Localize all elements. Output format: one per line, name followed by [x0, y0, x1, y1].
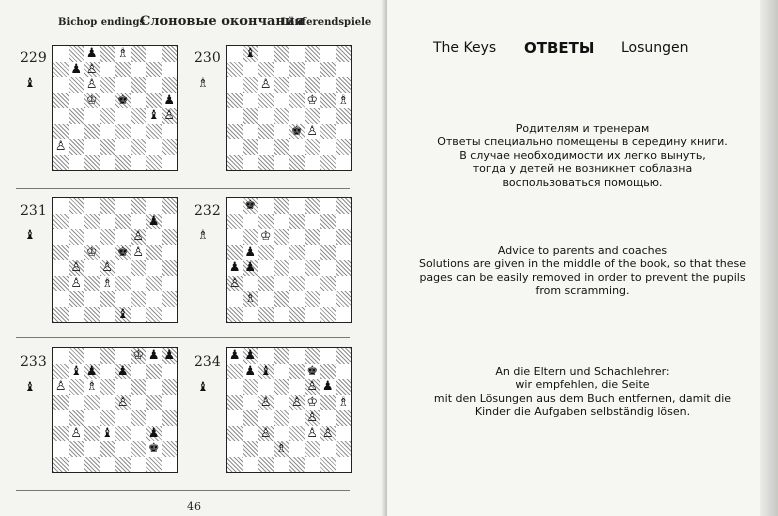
chess-piece: ♝: [259, 363, 272, 379]
light-square: [69, 457, 85, 473]
light-square: [274, 214, 290, 230]
light-square: [69, 214, 85, 230]
chess-piece: ♙: [228, 275, 241, 291]
light-square: [146, 46, 162, 62]
section-heading: An die Eltern und Schachlehrer:: [495, 365, 670, 378]
light-square: [243, 457, 259, 473]
side-to-move-icon: ♝: [24, 228, 36, 243]
side-to-move-icon: ♝: [24, 76, 36, 91]
light-square: [274, 276, 290, 292]
light-square: [289, 229, 305, 245]
section-line: wir empfehlen, die Seite: [515, 378, 650, 391]
section-line: В случае необходимости их легко вынуть,: [459, 148, 706, 162]
section-line: Ответы специально помещены в середину книги.: [437, 135, 728, 148]
light-square: [131, 426, 147, 442]
chess-piece: ♔: [85, 244, 98, 260]
puzzle-number: 234: [194, 354, 221, 370]
chess-board: [226, 347, 352, 473]
chess-piece: ♙: [259, 394, 272, 410]
light-square: [243, 276, 259, 292]
light-square: [115, 139, 131, 155]
chess-piece: ♟: [147, 213, 160, 229]
light-square: [274, 426, 290, 442]
light-square: [289, 291, 305, 307]
chess-piece: ♙: [85, 77, 98, 92]
chess-piece: ♗: [85, 379, 98, 394]
chess-piece: ♚: [290, 123, 303, 139]
light-square: [146, 291, 162, 307]
light-square: [258, 379, 274, 395]
light-square: [227, 229, 243, 245]
chess-piece: ♟: [244, 348, 257, 363]
light-square: [274, 364, 290, 380]
light-square: [115, 77, 131, 93]
light-square: [100, 307, 116, 323]
light-square: [53, 260, 69, 276]
light-square: [305, 245, 321, 261]
chess-piece: ♟: [228, 260, 241, 275]
light-square: [84, 348, 100, 364]
light-square: [115, 291, 131, 307]
light-square: [131, 307, 147, 323]
chess-piece: ♝: [147, 108, 160, 123]
light-square: [131, 364, 147, 380]
section-line: тогда у детей не возникнет соблазна: [472, 162, 693, 175]
chess-piece: ♟: [70, 61, 83, 77]
light-square: [243, 124, 259, 140]
chess-board: [52, 347, 178, 473]
light-square: [227, 291, 243, 307]
light-square: [258, 410, 274, 426]
light-square: [227, 198, 243, 214]
light-square: [53, 198, 69, 214]
light-square: [115, 410, 131, 426]
light-square: [146, 260, 162, 276]
section-english: [387, 244, 778, 298]
light-square: [320, 348, 336, 364]
light-square: [274, 395, 290, 411]
header-english: Bichop endings: [58, 17, 146, 28]
light-square: [258, 198, 274, 214]
light-square: [162, 364, 178, 380]
light-square: [227, 46, 243, 62]
light-square: [100, 364, 116, 380]
light-square: [243, 155, 259, 171]
light-square: [274, 307, 290, 323]
light-square: [162, 155, 178, 171]
chess-piece: ♝: [70, 363, 83, 379]
light-square: [289, 46, 305, 62]
light-square: [100, 93, 116, 109]
light-square: [131, 395, 147, 411]
chess-piece: ♙: [101, 260, 114, 275]
side-to-move-icon: ♝: [197, 380, 209, 395]
light-square: [258, 46, 274, 62]
light-square: [243, 426, 259, 442]
chess-piece: ♟: [163, 348, 176, 363]
light-square: [53, 229, 69, 245]
left-page: [0, 0, 387, 516]
light-square: [289, 348, 305, 364]
light-square: [100, 155, 116, 171]
chess-piece: ♗: [275, 441, 288, 456]
light-square: [305, 214, 321, 230]
light-square: [289, 260, 305, 276]
light-square: [131, 62, 147, 78]
light-square: [146, 139, 162, 155]
light-square: [146, 77, 162, 93]
light-square: [115, 441, 131, 457]
light-square: [53, 46, 69, 62]
chess-piece: ♟: [147, 425, 160, 441]
light-square: [320, 229, 336, 245]
light-square: [274, 457, 290, 473]
section-line: mit den Lösungen aus dem Buch entfernen, damit die: [433, 391, 732, 405]
light-square: [162, 276, 178, 292]
light-square: [53, 77, 69, 93]
chess-piece: ♟: [228, 348, 241, 363]
chess-piece: ♚: [244, 198, 257, 213]
header-russian: Слоновые окончания: [140, 14, 305, 29]
chess-piece: ♗: [337, 92, 350, 108]
light-square: [162, 395, 178, 411]
light-square: [320, 441, 336, 457]
light-square: [289, 77, 305, 93]
light-square: [227, 108, 243, 124]
light-square: [243, 62, 259, 78]
light-square: [100, 457, 116, 473]
chess-piece: ♙: [290, 394, 303, 410]
chess-piece: ♙: [259, 425, 272, 441]
chess-piece: ♚: [147, 441, 160, 456]
light-square: [258, 139, 274, 155]
light-square: [162, 124, 178, 140]
chess-board: [52, 197, 178, 323]
side-to-move-icon: ♗: [197, 76, 209, 91]
light-square: [162, 62, 178, 78]
light-square: [162, 426, 178, 442]
light-square: [162, 245, 178, 261]
title-russian: ОТВЕТЫ: [524, 39, 595, 57]
light-square: [227, 139, 243, 155]
divider: [16, 337, 350, 338]
light-square: [258, 348, 274, 364]
light-square: [289, 379, 305, 395]
light-square: [131, 214, 147, 230]
divider: [16, 188, 350, 189]
light-square: [100, 62, 116, 78]
light-square: [320, 139, 336, 155]
light-square: [227, 410, 243, 426]
page-edge: [760, 0, 778, 516]
light-square: [53, 291, 69, 307]
light-square: [320, 410, 336, 426]
chess-piece: ♙: [306, 123, 319, 139]
chess-piece: ♙: [321, 425, 334, 441]
chess-piece: ♙: [116, 394, 129, 410]
light-square: [53, 348, 69, 364]
chess-piece: ♙: [54, 139, 67, 154]
light-square: [227, 441, 243, 457]
page-number: 46: [187, 500, 201, 513]
light-square: [69, 395, 85, 411]
chess-piece: ♙: [70, 260, 83, 275]
chess-piece: ♙: [70, 425, 83, 441]
light-square: [336, 364, 352, 380]
light-square: [289, 108, 305, 124]
light-square: [320, 198, 336, 214]
chess-piece: ♙: [306, 410, 319, 425]
section-heading: Advice to parents and coaches: [497, 244, 668, 257]
chess-board: [226, 45, 352, 171]
chess-board: [52, 45, 178, 171]
light-square: [305, 62, 321, 78]
light-square: [115, 108, 131, 124]
puzzle-number: 230: [194, 50, 221, 66]
light-square: [289, 441, 305, 457]
light-square: [84, 291, 100, 307]
light-square: [69, 93, 85, 109]
side-to-move-icon: ♝: [24, 380, 36, 395]
chess-piece: ♔: [306, 394, 319, 410]
light-square: [336, 307, 352, 323]
section-heading: Родителям и тренерам: [515, 122, 650, 135]
chess-piece: ♙: [85, 61, 98, 77]
light-square: [100, 214, 116, 230]
section-line: from scramming.: [535, 284, 630, 297]
light-square: [258, 441, 274, 457]
light-square: [69, 124, 85, 140]
chess-piece: ♙: [70, 275, 83, 291]
light-square: [69, 155, 85, 171]
chess-piece: ♔: [306, 92, 319, 108]
light-square: [320, 291, 336, 307]
chess-piece: ♟: [244, 363, 257, 379]
chess-piece: ♝: [244, 46, 257, 61]
chess-piece: ♔: [259, 229, 272, 244]
light-square: [100, 245, 116, 261]
light-square: [320, 260, 336, 276]
puzzle-number: 232: [194, 203, 221, 219]
light-square: [115, 198, 131, 214]
light-square: [53, 410, 69, 426]
light-square: [69, 307, 85, 323]
chess-piece: ♟: [244, 244, 257, 260]
light-square: [289, 410, 305, 426]
light-square: [289, 198, 305, 214]
chess-piece: ♙: [54, 379, 67, 394]
chess-piece: ♚: [116, 244, 129, 260]
light-square: [69, 245, 85, 261]
light-square: [336, 124, 352, 140]
chess-piece: ♟: [147, 348, 160, 363]
light-square: [274, 155, 290, 171]
right-page: [387, 0, 778, 516]
chess-piece: ♙: [163, 108, 176, 123]
light-square: [336, 457, 352, 473]
puzzle-number: 231: [20, 203, 47, 219]
light-square: [227, 77, 243, 93]
light-square: [53, 441, 69, 457]
light-square: [258, 108, 274, 124]
light-square: [274, 93, 290, 109]
light-square: [305, 276, 321, 292]
side-to-move-icon: ♗: [197, 228, 209, 243]
light-square: [320, 46, 336, 62]
light-square: [305, 457, 321, 473]
light-square: [115, 379, 131, 395]
light-square: [320, 77, 336, 93]
light-square: [274, 124, 290, 140]
light-square: [258, 260, 274, 276]
chess-piece: ♟: [116, 363, 129, 379]
light-square: [84, 198, 100, 214]
light-square: [84, 260, 100, 276]
light-square: [243, 395, 259, 411]
light-square: [131, 124, 147, 140]
section-line: Solutions are given in the middle of the book, so that these: [418, 257, 747, 270]
chess-piece: ♟: [85, 46, 98, 61]
section-line: Kinder die Aufgaben selbständig lösen.: [474, 405, 691, 418]
chess-piece: ♗: [337, 394, 350, 410]
light-square: [162, 457, 178, 473]
light-square: [84, 139, 100, 155]
light-square: [84, 229, 100, 245]
light-square: [274, 62, 290, 78]
chess-piece: ♙: [132, 229, 145, 244]
light-square: [84, 441, 100, 457]
chess-board: [226, 197, 352, 323]
light-square: [131, 276, 147, 292]
header-german: Läuferendspiele: [281, 17, 372, 28]
light-square: [131, 93, 147, 109]
light-square: [131, 457, 147, 473]
light-square: [115, 229, 131, 245]
light-square: [162, 214, 178, 230]
light-square: [115, 260, 131, 276]
chess-piece: ♟: [244, 260, 257, 275]
light-square: [336, 214, 352, 230]
light-square: [336, 245, 352, 261]
chess-piece: ♝: [116, 306, 129, 322]
light-square: [243, 307, 259, 323]
light-square: [274, 245, 290, 261]
light-square: [131, 155, 147, 171]
section-russian: [387, 122, 778, 189]
light-square: [100, 124, 116, 140]
chess-piece: ♝: [101, 425, 114, 441]
chess-piece: ♟: [163, 92, 176, 108]
light-square: [115, 348, 131, 364]
chess-piece: ♗: [244, 291, 257, 306]
chess-piece: ♗: [101, 275, 114, 291]
divider: [16, 490, 350, 491]
section-german: [387, 365, 778, 419]
light-square: [146, 229, 162, 245]
chess-piece: ♟: [321, 379, 334, 394]
light-square: [243, 214, 259, 230]
light-square: [146, 198, 162, 214]
light-square: [336, 276, 352, 292]
puzzle-number: 233: [20, 354, 47, 370]
light-square: [243, 93, 259, 109]
chess-piece: ♙: [132, 244, 145, 260]
light-square: [320, 108, 336, 124]
chess-piece: ♙: [306, 379, 319, 394]
puzzle-number: 229: [20, 50, 47, 66]
light-square: [146, 379, 162, 395]
light-square: [336, 62, 352, 78]
chess-piece: ♚: [116, 92, 129, 108]
chess-piece: ♟: [85, 363, 98, 379]
chess-piece: ♚: [306, 363, 319, 379]
section-line: pages can be easily removed in order to prevent the pupils: [419, 270, 746, 284]
chess-piece: ♔: [132, 348, 145, 363]
section-line: воспользоваться помощью.: [502, 175, 663, 189]
light-square: [53, 108, 69, 124]
light-square: [336, 426, 352, 442]
light-square: [100, 395, 116, 411]
chess-piece: ♗: [116, 46, 129, 61]
light-square: [84, 108, 100, 124]
light-square: [336, 155, 352, 171]
chess-piece: ♔: [85, 92, 98, 108]
chess-piece: ♙: [259, 77, 272, 92]
light-square: [258, 291, 274, 307]
chess-piece: ♙: [306, 425, 319, 441]
title-german: Losungen: [621, 40, 689, 56]
light-square: [305, 307, 321, 323]
light-square: [162, 307, 178, 323]
light-square: [305, 155, 321, 171]
light-square: [289, 139, 305, 155]
light-square: [146, 410, 162, 426]
light-square: [227, 379, 243, 395]
light-square: [84, 410, 100, 426]
title-english: The Keys: [433, 40, 497, 56]
